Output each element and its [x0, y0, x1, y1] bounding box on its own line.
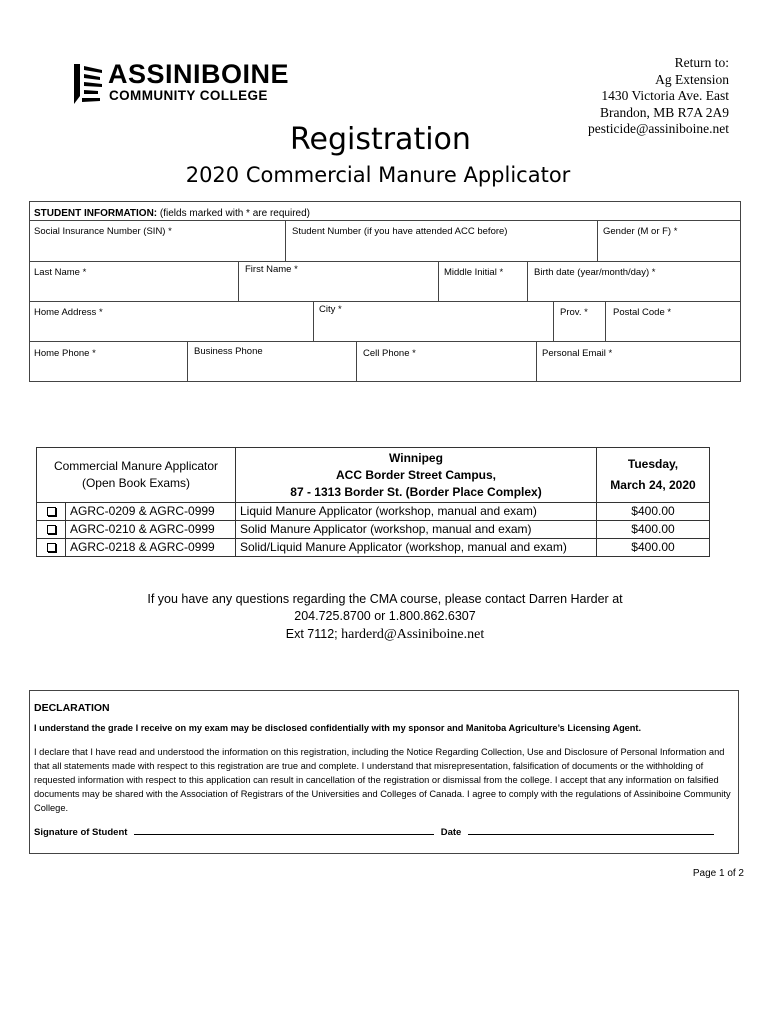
- course-header-cell: [37, 448, 236, 503]
- city-field[interactable]: City *: [319, 304, 342, 315]
- gender-field[interactable]: Gender (M or F) *: [603, 226, 678, 237]
- home-phone-field[interactable]: Home Phone *: [34, 348, 96, 359]
- course-code: AGRC-0209 & AGRC-0999: [66, 503, 236, 521]
- return-email: pesticide@assiniboine.net: [587, 121, 729, 136]
- college-name: ASSINIBOINE: [108, 59, 290, 89]
- course-price: $400.00: [597, 521, 710, 539]
- declaration-body: I declare that I have read and understood the information on this registration, including the Notice Regarding Collection, Use and Disclosure of Personal Information and that all statements made with respect to this registration are true and complete. I understand that misrepresentation, falsification of documents or the withholding of requested information with respect to this application can result in cancellation of the registration or dismissal from the college. I accept that any information on falsified documents may be shared with the Association of Registrars of the Universities and Colleges of Canada. I agree to comply with the regulations of Assiniboine Community College.: [34, 747, 731, 813]
- divider: [29, 341, 741, 342]
- checkbox-icon[interactable]: [47, 543, 56, 552]
- course-description: Liquid Manure Applicator (workshop, manual and exam): [236, 503, 597, 521]
- postal-code-field[interactable]: Postal Code *: [613, 307, 672, 318]
- location-header-line2: ACC Border Street Campus,: [335, 467, 497, 482]
- divider: [527, 261, 528, 301]
- divider: [29, 301, 741, 302]
- contact-email-link[interactable]: harderd@Assiniboine.net: [341, 627, 485, 642]
- table-row: [37, 539, 710, 557]
- return-address: [588, 55, 729, 138]
- divider: [597, 220, 598, 261]
- checkbox-icon[interactable]: [47, 507, 56, 516]
- personal-email-field[interactable]: Personal Email *: [542, 348, 613, 359]
- contact-ext: Ext 7112;: [285, 627, 342, 641]
- course-table: [36, 447, 710, 557]
- declaration-statement: I understand the grade I receive on my exam may be disclosed confidentially with my sponsor and Manitoba Agriculture’s Licensing Agent.: [34, 723, 642, 733]
- course-code: AGRC-0210 & AGRC-0999: [66, 521, 236, 539]
- course-price: $400.00: [597, 503, 710, 521]
- business-phone-field[interactable]: Business Phone: [194, 346, 263, 357]
- contact-phone: 204.725.8700 or 1.800.862.6307: [294, 609, 476, 623]
- checkbox-icon[interactable]: [47, 525, 56, 534]
- page-number: Page 1 of 2: [692, 868, 744, 879]
- divider: [29, 261, 741, 262]
- page-title: Registration: [290, 122, 471, 157]
- contact-extension: [0, 626, 770, 643]
- divider: [356, 341, 357, 382]
- student-info-heading-note: (fields marked with * are required): [157, 208, 310, 219]
- signature-label: Signature of Student: [34, 827, 128, 838]
- divider: [285, 220, 286, 261]
- course-checkbox[interactable]: [37, 503, 66, 521]
- course-header-line1: Commercial Manure Applicator: [53, 459, 219, 473]
- return-line: Brandon, MB R7A 2A9: [599, 104, 729, 120]
- divider: [553, 301, 554, 341]
- sin-field[interactable]: Social Insurance Number (SIN) *: [34, 226, 172, 237]
- table-row: [37, 503, 710, 521]
- contact-line: If you have any questions regarding the CMA course, please contact Darren Harder at: [147, 592, 623, 606]
- birth-date-field[interactable]: Birth date (year/month/day) *: [534, 267, 656, 278]
- divider: [313, 301, 314, 341]
- divider: [238, 261, 239, 301]
- course-header-line2: (Open Book Exams): [81, 476, 191, 490]
- first-name-field[interactable]: First Name *: [245, 264, 298, 275]
- signature-field[interactable]: [134, 826, 434, 835]
- middle-initial-field[interactable]: Middle Initial *: [444, 267, 504, 278]
- date-label: Date: [440, 827, 462, 838]
- divider: [438, 261, 439, 301]
- table-header-row: [37, 448, 710, 503]
- prov-field[interactable]: Prov. *: [560, 307, 588, 318]
- college-logo-icon: [70, 62, 104, 106]
- date-field[interactable]: [468, 826, 714, 835]
- student-info-heading: [34, 207, 310, 220]
- signature-row: [34, 826, 714, 838]
- location-header-line1: Winnipeg: [389, 450, 443, 465]
- return-line: Ag Extension: [655, 71, 729, 87]
- divider: [536, 341, 537, 382]
- course-description: Solid/Liquid Manure Applicator (workshop, manual and exam): [236, 539, 597, 557]
- course-description: Solid Manure Applicator (workshop, manual and exam): [236, 521, 597, 539]
- return-line: 1430 Victoria Ave. East: [601, 88, 729, 103]
- course-code: AGRC-0218 & AGRC-0999: [66, 539, 236, 557]
- college-subtitle: COMMUNITY COLLEGE: [109, 88, 268, 103]
- date-header-line1: Tuesday,: [627, 457, 679, 471]
- date-header-cell: [597, 448, 710, 503]
- student-info-heading-bold: STUDENT INFORMATION:: [34, 208, 158, 219]
- course-checkbox[interactable]: [37, 539, 66, 557]
- course-price: $400.00: [597, 539, 710, 557]
- declaration-title: DECLARATION: [34, 702, 110, 714]
- location-header-line3: 87 - 1313 Border St. (Border Place Complex): [290, 484, 542, 499]
- divider: [29, 220, 741, 221]
- divider: [605, 301, 606, 341]
- cell-phone-field[interactable]: Cell Phone *: [363, 348, 416, 359]
- course-checkbox[interactable]: [37, 521, 66, 539]
- date-header-line2: March 24, 2020: [610, 478, 696, 492]
- table-row: [37, 521, 710, 539]
- divider: [187, 341, 188, 382]
- student-number-field[interactable]: Student Number (if you have attended ACC before): [292, 226, 508, 237]
- location-header-cell: [236, 448, 597, 503]
- page-subtitle: 2020 Commercial Manure Applicator: [185, 163, 571, 187]
- return-line: Return to:: [674, 55, 729, 70]
- home-address-field[interactable]: Home Address *: [34, 307, 103, 318]
- last-name-field[interactable]: Last Name *: [34, 267, 87, 278]
